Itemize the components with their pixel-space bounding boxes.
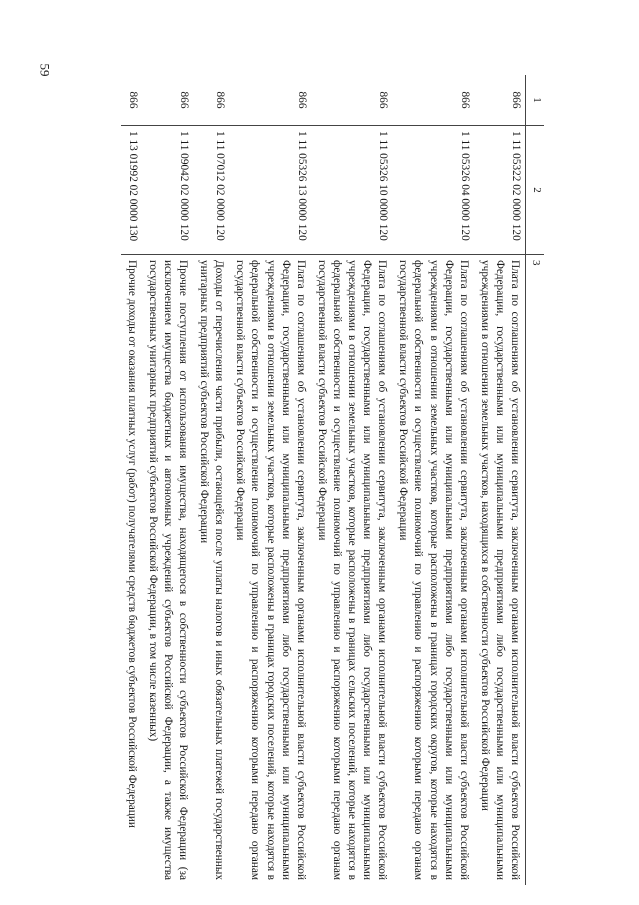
- header-col-3: 3: [526, 255, 545, 886]
- description-cell: Плата по соглашениям об установлении сервитута, заключенным органами исполнительной власти субъектов Российской Федерации, государственными или муниципальными предприятиями либо государственными или муниципальными учреждениями в отношении земельных участков, находящихся в собственности субъектов Российской Федерации: [474, 255, 526, 886]
- admin-code-cell: 866: [510, 91, 522, 109]
- description-cell: Прочие доходы от оказания платных услуг (работ) получателями средств бюджетов субъектов Российской Федерации: [121, 255, 142, 886]
- admin-code-cell: 866: [295, 91, 308, 109]
- description-cell: Плата по соглашениям об установлении сервитута, заключенным органами исполнительной власти субъектов Российской Федерации, государственными или муниципальными предприятиями либо государственными или муниципальными учреждениями в отношении земельных участков, которые расположены в границах городских округов, которые находятся в федеральной собственности и осуществление полномочий по управлению и распоряжению которыми передано органам государственной власти субъектов Российской Федерации: [392, 255, 473, 886]
- table-row: [311, 75, 392, 885]
- revenue-codes-table: [121, 75, 544, 885]
- table-row: [229, 75, 310, 885]
- admin-code-cell: 866: [126, 91, 139, 109]
- header-col-2: 2: [526, 126, 545, 255]
- budget-code-cell: 1 11 07012 02 0000 120: [193, 126, 229, 255]
- table-row: [474, 75, 526, 885]
- description-cell: Плата по соглашениям об установлении сервитута, заключенным органами исполнительной власти субъектов Российской Федерации, государственными или муниципальными предприятиями либо государственными или муниципальными учреждениями в отношении земельных участков, которые расположены в границах городских поселений, которые находятся в федеральной собственности и осуществление полномочий по управлению и распоряжению которыми передано органам государственной власти субъектов Российской Федерации: [229, 255, 310, 886]
- table-row: [121, 75, 142, 885]
- page-number: 59: [37, 63, 53, 77]
- description-cell: Плата по соглашениям об установлении сервитута, заключенным органами исполнительной власти субъектов Российской Федерации, государственными или муниципальными предприятиями либо государственными или муниципальными учреждениями в отношении земельных участков, которые расположены в границах сельских поселений, которые находятся в федеральной собственности и осуществление полномочий по управлению и распоряжению которыми передано органам государственной власти субъектов Российской Федерации: [311, 255, 392, 886]
- budget-code-cell: 1 11 05326 13 0000 120: [229, 126, 310, 255]
- table-row: [193, 75, 229, 885]
- document-table-rotated: [78, 75, 544, 885]
- admin-code-cell: 866: [214, 91, 227, 109]
- table-header-row: [526, 75, 545, 885]
- table-row: [142, 75, 193, 885]
- admin-code-cell: 866: [458, 91, 471, 109]
- budget-code-cell: 1 13 01992 02 0000 130: [121, 126, 142, 255]
- description-cell: Прочие поступления от использования имущества, находящегося в собственности субъектов Российской Федерации (за исключением имущества бюджетных и автономных учреждений субъектов Российской Федерации, а также имущества государственных унитарных предприятий субъектов Российской Федерации, в том числе казенных): [142, 255, 193, 886]
- description-cell: Доходы от перечисления части прибыли, остающейся после уплаты налогов и иных обязательных платежей государственных унитарных предприятий субъектов Российской Федерации: [193, 255, 229, 886]
- budget-code-cell: 1 11 05322 02 0000 120: [474, 126, 526, 255]
- admin-code-cell: 866: [377, 91, 390, 109]
- budget-code-cell: 1 11 05326 04 0000 120: [392, 126, 473, 255]
- budget-code-cell: 1 11 05326 10 0000 120: [311, 126, 392, 255]
- header-col-1: 1: [526, 75, 545, 126]
- admin-code-cell: 866: [178, 91, 191, 109]
- table-row: [392, 75, 473, 885]
- budget-code-cell: 1 11 09042 02 0000 120: [142, 126, 193, 255]
